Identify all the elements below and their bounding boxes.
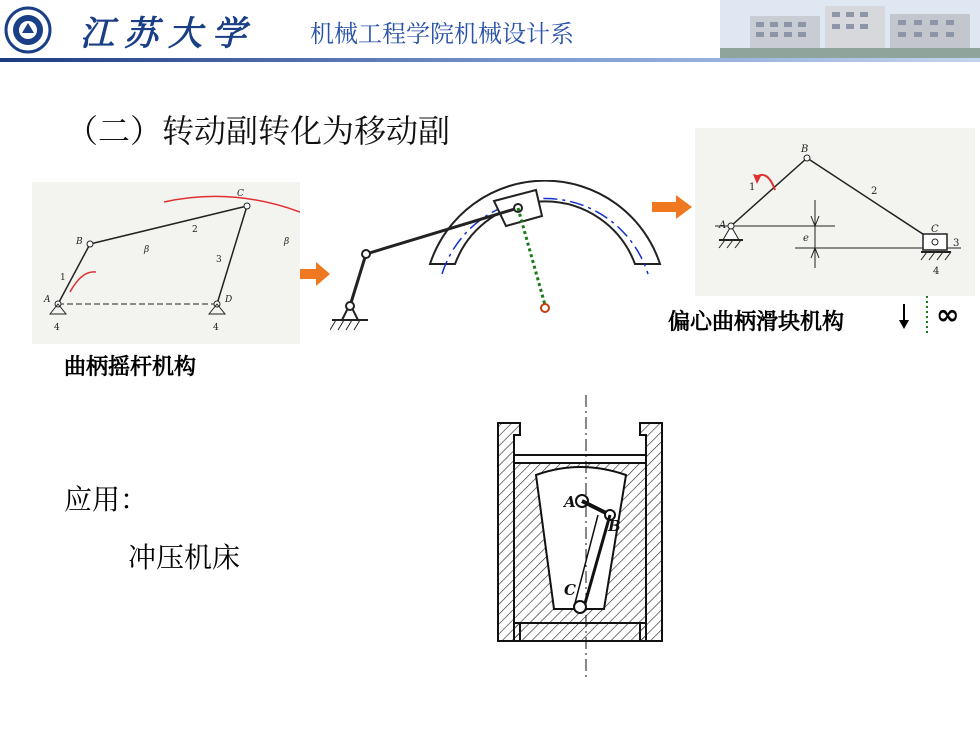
dotted-line <box>924 296 930 336</box>
caption-crank-rocker: 曲柄摇杆机构 <box>64 354 197 380</box>
application-label: 应用： <box>64 483 149 516</box>
label-1: 1 <box>749 182 756 193</box>
label-A: A <box>44 295 51 305</box>
arrow-down-icon <box>897 304 911 330</box>
caption-offset-slider-crank: 偏心曲柄滑块机构 <box>668 309 845 335</box>
crank-rocker-figure <box>32 182 300 344</box>
header-bar <box>0 58 980 62</box>
arrow-right-icon <box>652 195 692 219</box>
label-A: A <box>719 220 727 231</box>
label-C: C <box>564 581 576 599</box>
label-beta-b: β <box>284 237 290 247</box>
label-beta-a: β <box>144 245 150 255</box>
label-3: 3 <box>216 255 222 265</box>
label-C: C <box>931 224 939 235</box>
label-2: 2 <box>192 225 198 235</box>
label-3: 3 <box>953 238 960 249</box>
page-title: （二）转动副转化为移动副 <box>66 112 451 150</box>
campus-building-icon <box>720 0 980 58</box>
infinity-symbol: ∞ <box>936 298 960 331</box>
label-4b: 4 <box>213 323 219 333</box>
label-2: 2 <box>871 186 878 197</box>
label-e: e <box>803 233 809 244</box>
slide-header <box>0 0 980 62</box>
label-4a: 4 <box>54 323 60 333</box>
university-name: 江苏大学 <box>80 14 256 54</box>
label-D: D <box>225 295 233 305</box>
label-A: A <box>564 493 576 511</box>
label-B: B <box>801 144 809 155</box>
label-1: 1 <box>60 273 66 283</box>
label-B: B <box>608 517 621 535</box>
offset-slider-crank-figure <box>695 128 975 296</box>
application-item: 冲压机床 <box>128 541 241 574</box>
label-C: C <box>237 189 244 199</box>
label-4: 4 <box>933 266 940 277</box>
university-logo-icon <box>4 6 52 54</box>
arrow-right-icon <box>300 262 330 286</box>
department-name: 机械工程学院机械设计系 <box>310 20 574 48</box>
press-machine-figure <box>480 395 680 680</box>
label-B: B <box>76 237 83 247</box>
slider-transformation-figure <box>330 180 670 340</box>
